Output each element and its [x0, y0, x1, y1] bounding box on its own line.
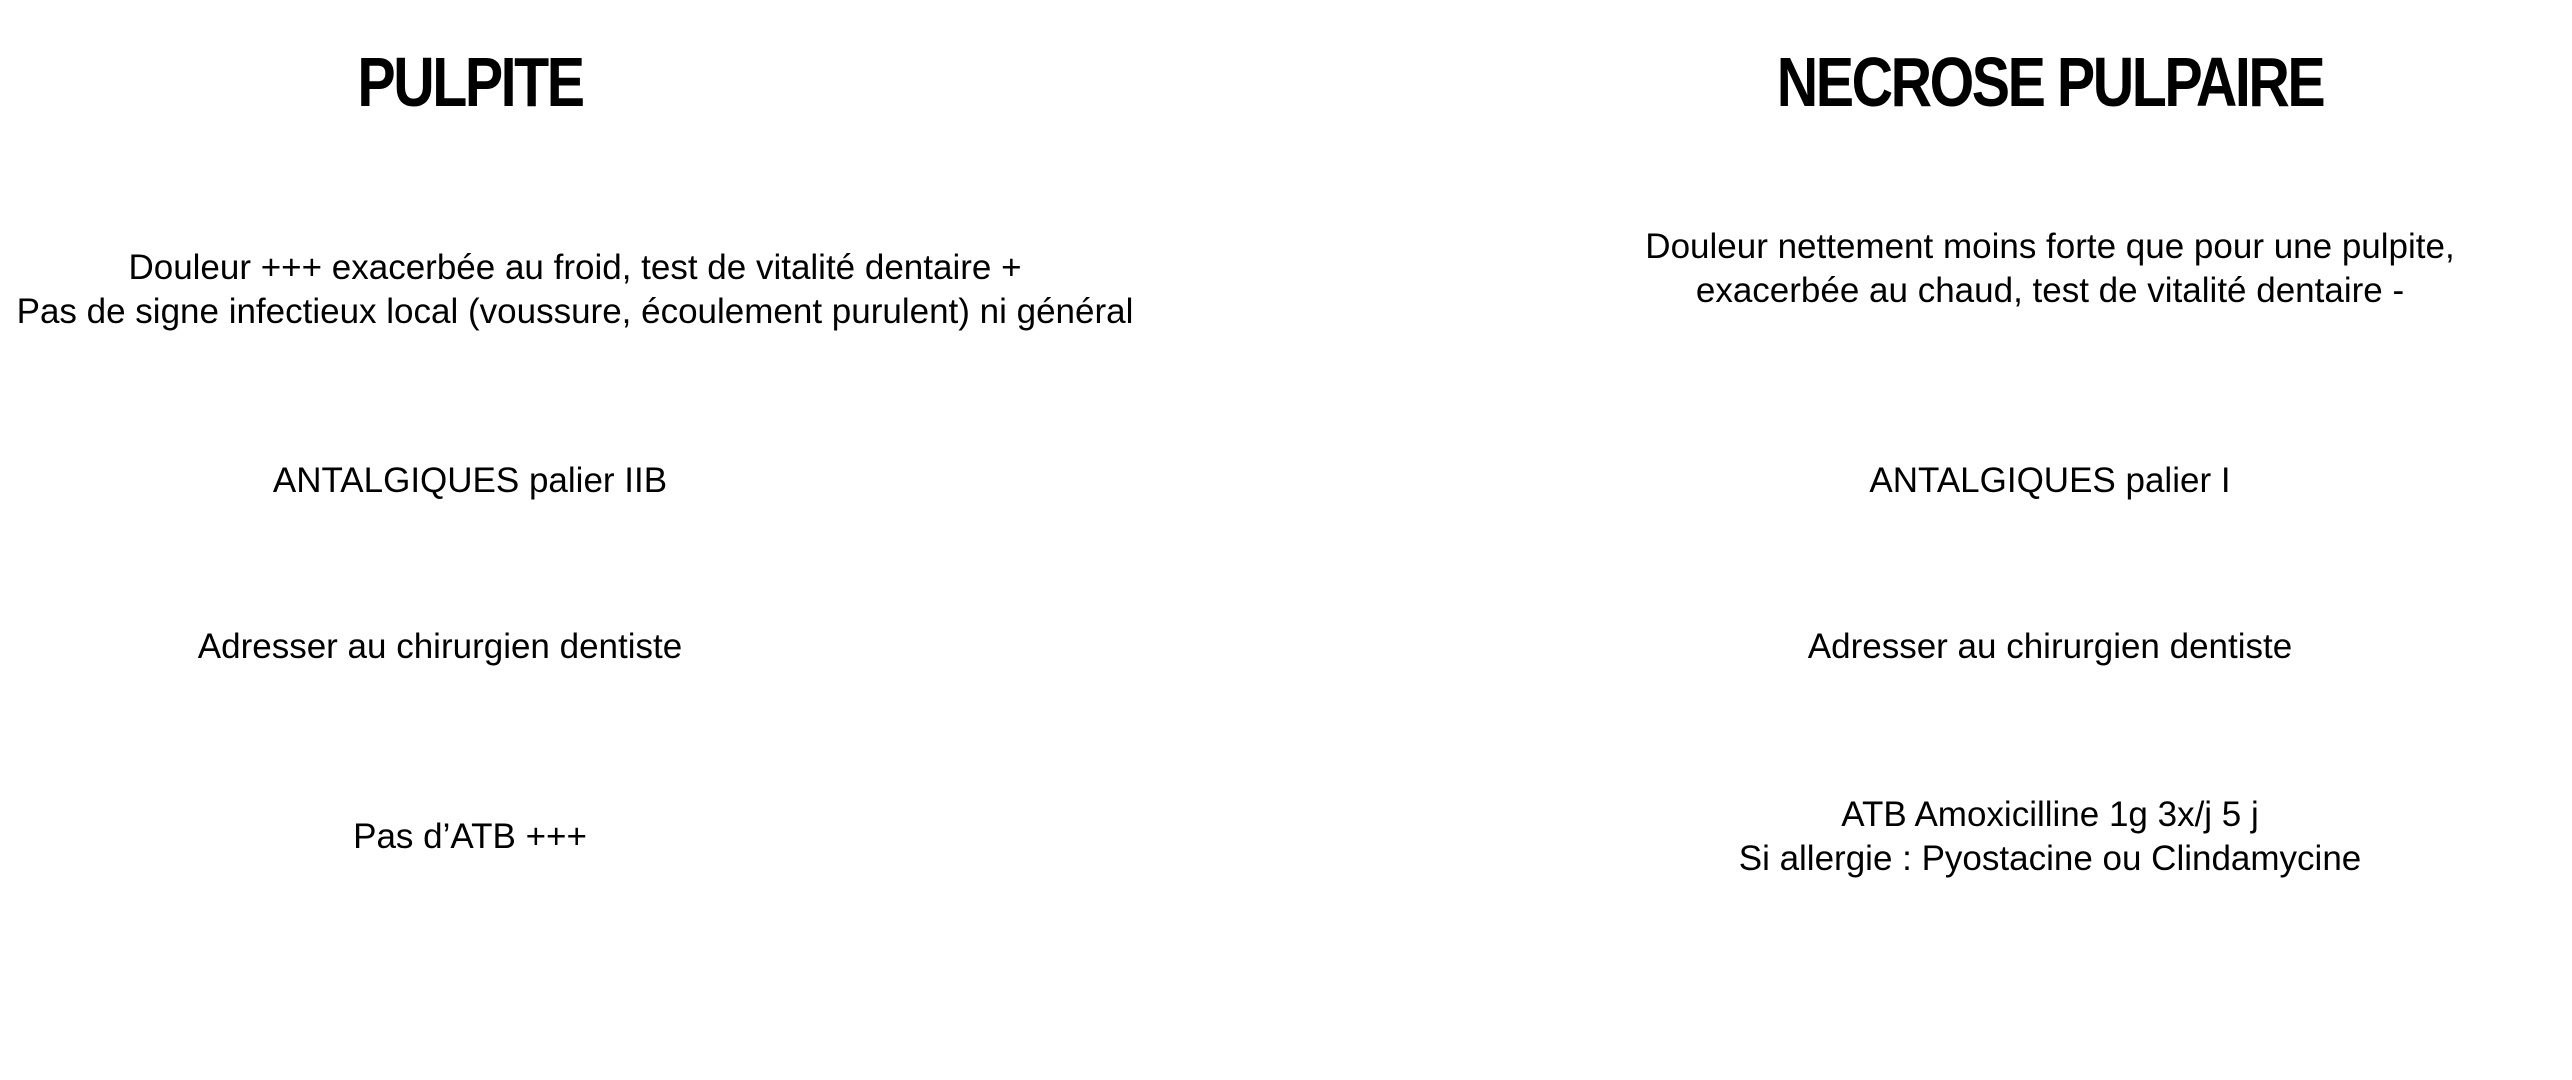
necrose-antibiotics-line-2: Si allergie : Pyostacine ou Clindamycine [1738, 839, 2362, 878]
necrose-referral: Adresser au chirurgien dentiste [1807, 627, 2293, 666]
necrose-antibiotics [1650, 793, 2450, 881]
necrose-title: NECROSE PULPAIRE [1776, 43, 2324, 121]
pulpite-antibiotics-line-1: Pas d’ATB +++ [353, 817, 587, 856]
pulpite-analgesics: ANTALGIQUES palier IIB [272, 461, 668, 500]
necrose-analgesics: ANTALGIQUES palier I [1869, 461, 2231, 500]
necrose-antibiotics-line-1: ATB Amoxicilline 1g 3x/j 5 j [1841, 795, 2259, 834]
pulpite-symptoms-line-2: Pas de signe infectieux local (voussure, écoulement purulent) ni général [16, 292, 1134, 331]
necrose-symptoms-line-1: Douleur nettement moins forte que pour une pulpite, [1645, 227, 2455, 266]
pulpite-antibiotics [170, 815, 770, 859]
necrose-symptoms [1600, 225, 2500, 313]
pulpite-symptoms [0, 246, 1150, 334]
pulpite-title: PULPITE [357, 43, 583, 121]
pulpite-referral: Adresser au chirurgien dentiste [197, 627, 683, 666]
pulpite-symptoms-line-1: Douleur +++ exacerbée au froid, test de vitalité dentaire + [128, 248, 1022, 287]
necrose-symptoms-line-2: exacerbée au chaud, test de vitalité dentaire - [1695, 271, 2405, 310]
